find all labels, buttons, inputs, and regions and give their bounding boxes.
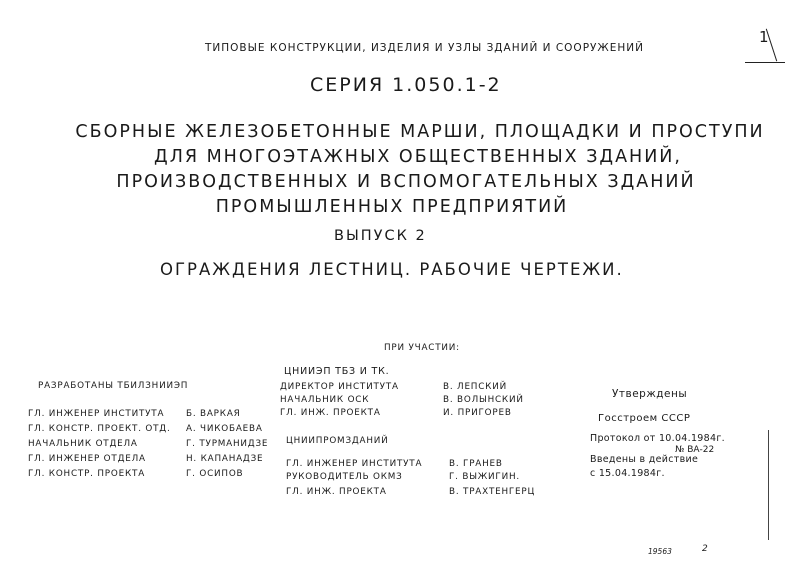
- left-role: ГЛ. КОНСТР. ПРОЕКТ. ОТД.: [28, 424, 171, 434]
- left-name: Г. ОСИПОВ: [186, 469, 244, 479]
- left-role: ГЛ. ИНЖЕНЕР ИНСТИТУТА: [28, 409, 165, 419]
- left-role: НАЧАЛЬНИК ОТДЕЛА: [28, 439, 138, 449]
- subtitle: ОГРАЖДЕНИЯ ЛЕСТНИЦ. РАБОЧИЕ ЧЕРТЕЖИ.: [160, 260, 624, 279]
- org2-role: РУКОВОДИТЕЛЬ ОКМЗ: [286, 472, 403, 482]
- footer-code: 19563: [648, 547, 672, 556]
- org1-person: В. ВОЛЫНСКИЙ: [443, 395, 524, 405]
- issue-number: ВЫПУСК 2: [334, 228, 427, 244]
- footer-sheet: 2: [702, 544, 708, 554]
- participation-label: ПРИ УЧАСТИИ:: [384, 343, 460, 353]
- org2-role: ГЛ. ИНЖЕНЕР ИНСТИТУТА: [286, 459, 423, 469]
- left-role: ГЛ. ИНЖЕНЕР ОТДЕЛА: [28, 454, 146, 464]
- org2-person: В. ГРАНЕВ: [449, 459, 503, 469]
- approved-by: Госстроем СССР: [598, 413, 691, 424]
- left-name: А. ЧИКОБАЕВА: [186, 424, 263, 434]
- org2-name: ЦНИИПРОМЗДАНИЙ: [286, 436, 389, 446]
- org1-person: И. ПРИГОРЕВ: [443, 408, 512, 418]
- org1-role: НАЧАЛЬНИК ОСК: [280, 395, 370, 405]
- title-line-1: СБОРНЫЕ ЖЕЛЕЗОБЕТОННЫЕ МАРШИ, ПЛОЩАДКИ И ПРОСТУПИ: [75, 122, 765, 142]
- title-line-4: ПРОМЫШЛЕННЫХ ПРЕДПРИЯТИЙ: [215, 197, 569, 217]
- developed-by: РАЗРАБОТАНЫ ТБИЛЗНИИЭП: [38, 381, 189, 391]
- header-line: ТИПОВЫЕ КОНСТРУКЦИИ, ИЗДЕЛИЯ И УЗЛЫ ЗДАНИЙ И СООРУЖЕНИЙ: [205, 42, 644, 54]
- effective-date: с 15.04.1984г.: [590, 468, 665, 479]
- org2-person: В. ТРАХТЕНГЕРЦ: [449, 487, 536, 497]
- title-line-3: ПРОИЗВОДСТВЕННЫХ И ВСПОМОГАТЕЛЬНЫХ ЗДАНИЙ: [116, 172, 696, 192]
- org1-name: ЦНИИЭП ТБЗ И ТК.: [284, 366, 390, 377]
- org1-role: ДИРЕКТОР ИНСТИТУТА: [280, 382, 399, 392]
- right-edge-line: [768, 430, 769, 540]
- approved-label: Утверждены: [612, 388, 688, 400]
- left-role: ГЛ. КОНСТР. ПРОЕКТА: [28, 469, 146, 479]
- protocol-date: Протокол от 10.04.1984г.: [590, 433, 725, 444]
- left-name: Б. ВАРКАЯ: [186, 409, 241, 419]
- effective-label: Введены в действие: [590, 454, 699, 465]
- org2-role: ГЛ. ИНЖ. ПРОЕКТА: [286, 487, 387, 497]
- series-title: СЕРИЯ 1.050.1-2: [310, 74, 502, 96]
- org2-person: Г. ВЫЖИГИН.: [449, 472, 520, 482]
- org1-person: В. ЛЕПСКИЙ: [443, 382, 507, 392]
- left-name: Г. ТУРМАНИДЗЕ: [186, 439, 269, 449]
- protocol-number: № ВА-22: [675, 445, 715, 455]
- left-name: Н. КАПАНАДЗЕ: [186, 454, 264, 464]
- page-number: 1: [759, 28, 769, 46]
- org1-role: ГЛ. ИНЖ. ПРОЕКТА: [280, 408, 381, 418]
- title-line-2: ДЛЯ МНОГОЭТАЖНЫХ ОБЩЕСТВЕННЫХ ЗДАНИЙ,: [154, 147, 682, 167]
